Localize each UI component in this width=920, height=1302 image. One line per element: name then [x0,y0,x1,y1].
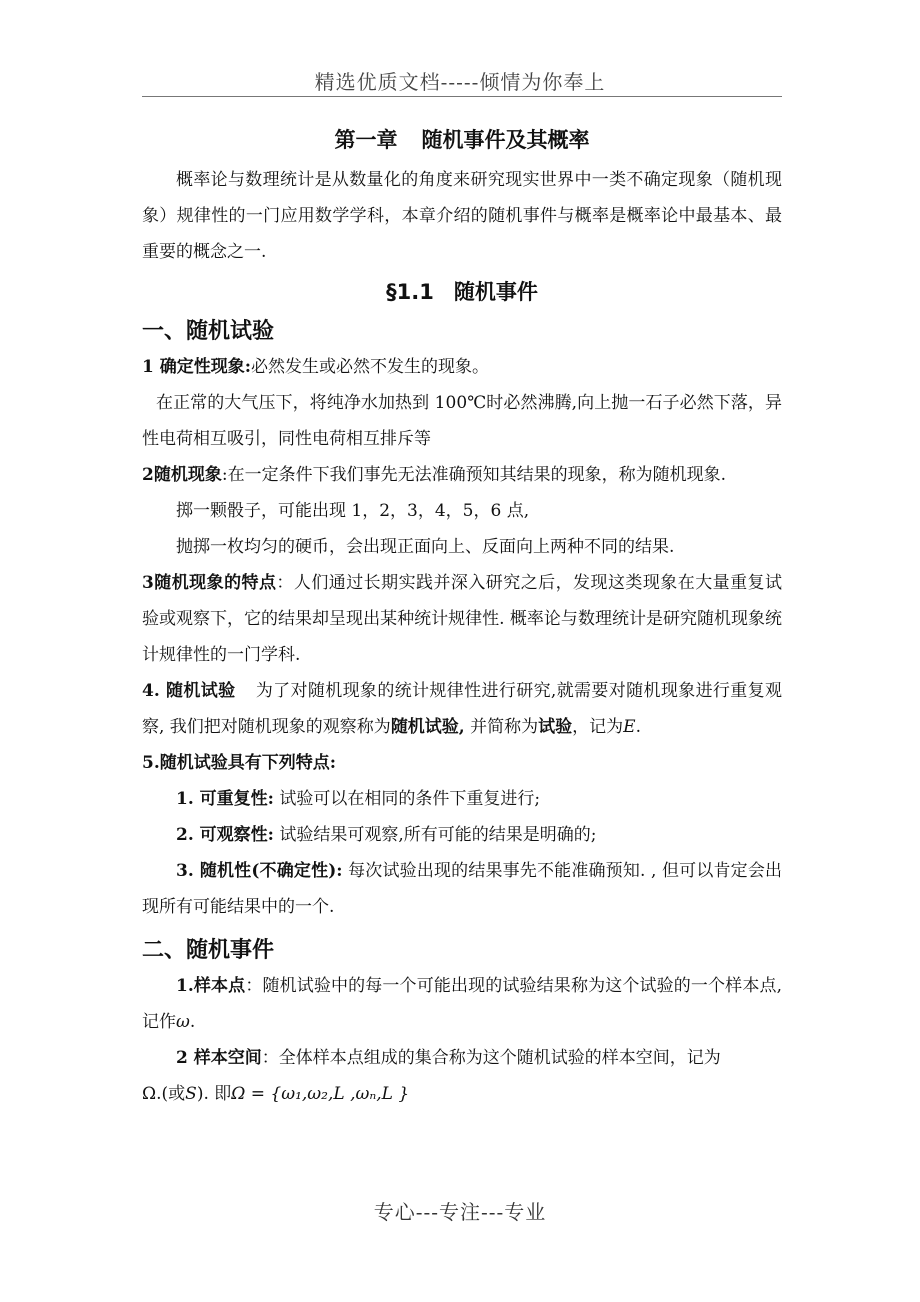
item2-example-dice: 掷一颗骰子，可能出现 1，2，3，4，5，6 点, [176,501,530,521]
sample-point-paragraph [142,968,782,1040]
sample-point-end: . [189,1012,196,1032]
item4-symbol-e: E [623,717,636,737]
chapter-number: 第一章 [334,128,398,152]
sample-point-text: ：随机试验中的每一个可能出现的试验结果称为这个试验的一个样本点,记作 [142,976,783,1032]
item2-text: :在一定条件下我们事先无法准确预知其结果的现象，称为随机现象. [221,465,726,485]
item1-example: 在正常的大气压下，将纯净水加热到 100℃时必然沸腾,向上抛一石子必然下落，异性电荷相互吸引，同性电荷相互排斥等 [142,393,782,449]
item3-paragraph [142,565,782,673]
item3-label: 3随机现象的特点 [142,573,277,593]
s-symbol: S [185,1084,197,1104]
feature3-label: 3. 随机性(不确定性): [176,861,343,881]
item2-label: 2随机现象 [142,465,222,485]
sample-space-label: 2 样本空间 [176,1048,262,1068]
part2-heading: 二、随机事件 [142,938,275,963]
feature3 [142,853,782,925]
chapter-title [142,124,782,154]
intro-paragraph: 概率论与数理统计是从数量化的角度来研究现实世界中一类不确定现象（随机现象）规律性的一门应用数学学科，本章介绍的随机事件与概率是概率论中最基本、最重要的概念之一. [142,170,782,262]
item1-label: 1 确定性现象: [142,357,252,377]
feature1-text: 试验可以在相同的条件下重复进行; [273,789,541,809]
feature2-text: 试验结果可观察,所有可能的结果是明确的; [273,825,597,845]
part1-heading: 一、随机试验 [142,319,275,344]
item2-example-coin: 抛掷一枚均匀的硬币，会出现正面向上、反面向上两种不同的结果. [176,537,675,557]
item4-term-random-trial: 随机试验, [390,717,465,737]
header-rule [142,96,782,97]
omega-capital: Ω [142,1084,157,1104]
item3-text: ：人们通过长期实践并深入研究之后，发现这类现象在大量重复试验或观察下，它的结果却呈现出某种统计规律性. 概率论与数理统计是研究随机现象统计规律性的一门学科. [142,573,782,665]
item4-paragraph [142,673,782,745]
item5-paragraph [142,745,782,781]
sample-point-label: 1.样本点 [176,976,246,996]
item5-label: 5.随机试验具有下列特点: [142,753,337,773]
section-name: 随机事件 [453,280,538,304]
page-header: 精选优质文档-----倾情为你奉上 [314,70,606,94]
omega-symbol: ω [176,1012,190,1032]
page-footer: 专心---专注---专业 [373,1200,547,1224]
item2-paragraph [142,457,782,493]
sample-space-formula: Ω = {ω₁,ω₂,L ,ωₙ,L } [231,1084,410,1104]
sample-space-ie: ). 即 [196,1084,232,1104]
feature2 [142,817,782,853]
item4-term-trial: 试验 [538,717,573,737]
item4-end: . [635,717,641,737]
section-number: §1.1 [386,280,434,304]
item4-text-a: 为了对随机现象的统计规律性进行研究,就需要对随机现象进行重复观察, 我们把对随机现象的观察称为 [142,681,782,737]
item1-text: 必然发生或必然不发生的现象。 [251,357,490,377]
section-title [142,276,782,306]
feature3-text: 每次试验出现的结果事先不能准确预知. , 但可以肯定会出现所有可能结果中的一个. [142,861,782,917]
sample-space-or: .(或 [156,1084,186,1104]
sample-space-text: ：全体样本点组成的集合称为这个随机试验的样本空间，记为 [261,1048,721,1068]
item1-paragraph [142,349,782,385]
sample-space-line2 [142,1076,782,1112]
chapter-name: 随机事件及其概率 [421,128,590,152]
item4-label: 4. 随机试验 [142,681,236,701]
feature1-label: 1. 可重复性: [176,789,274,809]
sample-space-paragraph [142,1040,782,1076]
item4-text-b: 并简称为 [464,717,539,737]
item4-text-c: ，记为 [572,717,624,737]
page-body [142,118,782,1112]
feature1 [142,781,782,817]
feature2-label: 2. 可观察性: [176,825,274,845]
